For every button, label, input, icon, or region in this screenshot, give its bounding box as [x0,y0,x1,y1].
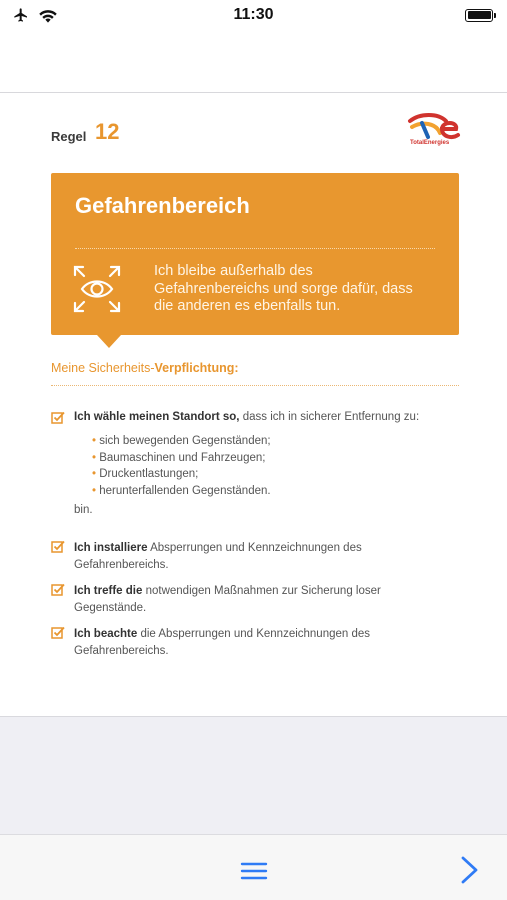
battery-fill [468,11,491,19]
list-item [74,540,424,573]
document-page [0,93,507,717]
item-bold: Ich installiere [74,542,148,554]
list-item [74,409,474,426]
item-text: Absperrungen und Kennzeichnungen des Gefahrenbereichs. [74,542,362,571]
rule-divider [75,248,435,249]
regel-label: Regel [51,129,87,144]
logo-text: TotalEnergies [410,140,450,146]
item-bold: Ich beachte [74,628,138,640]
rule-card [51,173,459,335]
commitment-divider [51,385,459,386]
commitment-heading [51,361,239,375]
rule-title: Gefahrenbereich [75,193,250,218]
item-bold: Ich treffe die [74,585,143,597]
battery-icon [465,9,493,22]
bullet-item: • Druckentlastungen; [92,466,271,483]
bullet-item: • herunterfallenden Gegenständen. [92,483,271,500]
rule-text: Ich bleibe außerhalb des Gefahrenbereichs und sorge dafür, dass die anderen es ebenfalls tun. [154,263,413,314]
item-text: notwendigen Maßnahmen zur Sicherung loser Gegenstände. [74,585,381,614]
checkbox-icon [51,411,65,425]
document-viewer[interactable] [0,92,507,834]
checkbox-icon [51,626,65,640]
item-text: dass ich in sicherer Entfernung zu: [239,411,420,423]
eye-icon [72,264,122,314]
chevron-right-icon[interactable] [456,855,482,885]
checkbox-icon [51,583,65,597]
list-item [74,583,444,616]
status-time: 11:30 [233,6,274,23]
nav-bar [0,30,507,92]
bin-text: bin. [74,504,93,516]
bullet-item: • sich bewegenden Gegenständen; [92,433,271,450]
bottom-toolbar [0,834,507,900]
commitment-heading-prefix: Meine Sicherheits- [51,361,155,375]
item-text: die Absperrungen und Kennzeichnungen des Gefahrenbereichs. [74,628,371,657]
list-item [74,626,434,659]
checkbox-icon [51,540,65,554]
commitment-heading-bold: Verpflichtung: [154,361,239,375]
bullet-item: • Baumaschinen und Fahrzeugen; [92,450,271,467]
regel-number: 12 [95,119,120,144]
menu-icon[interactable] [239,859,269,883]
bullet-list [92,433,271,499]
status-bar [0,0,507,30]
item-bold: Ich wähle meinen Standort so, [74,411,240,423]
